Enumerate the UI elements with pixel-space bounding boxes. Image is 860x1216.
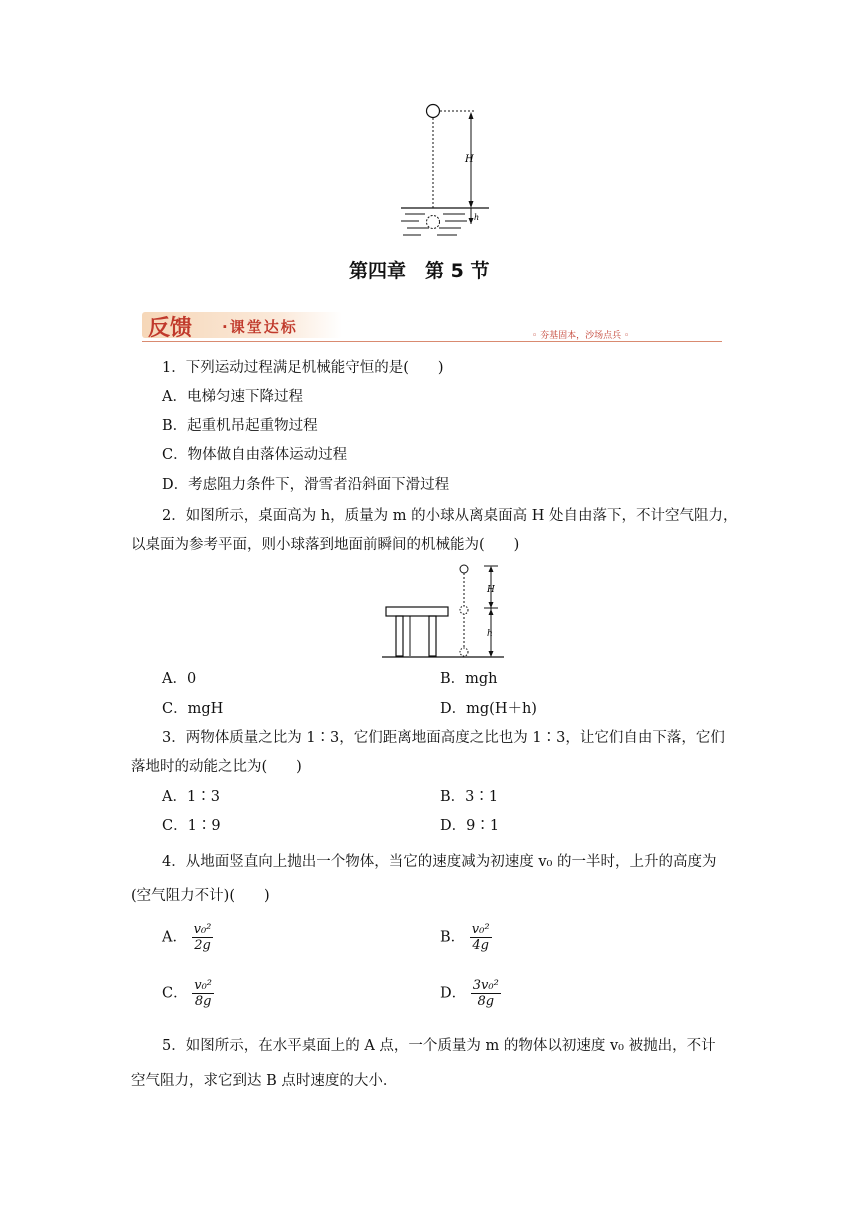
q3-option-d: D．9∶1 [440, 818, 500, 834]
q4-option-c-label: C． [162, 985, 188, 1002]
q4-option-c-den: 8g [194, 994, 212, 1009]
q2-option-b: B．mgh [440, 671, 498, 687]
table-leg-right [429, 616, 436, 656]
banner-feedback: 反馈 [148, 316, 193, 341]
q3-stem-line2: 落地时的动能之比为( ) [131, 759, 302, 775]
q4-option-b-label: B． [440, 929, 466, 946]
figure-label-h: h [474, 213, 480, 222]
q1-option-c: C．物体做自由落体运动过程 [162, 447, 348, 463]
q4-option-a-den: 2g [194, 938, 211, 953]
q5-stem-line2: 空气阻力，求它到达 B 点时速度的大小． [131, 1073, 398, 1089]
q3-option-a: A．1∶3 [162, 789, 220, 805]
ball-submerged [427, 216, 440, 229]
q1-option-a: A．电梯匀速下降过程 [162, 389, 303, 405]
q4-stem-line1: 4．从地面竖直向上抛出一个物体，当它的速度减为初速度 v₀ 的一半时，上升的高度为 [162, 854, 717, 870]
page-title: 第四章 第 5 节 [349, 260, 490, 282]
table-leg-left [396, 616, 403, 656]
q2-stem-line2: 以桌面为参考平面，则小球落到地面前瞬间的机械能为( ) [131, 537, 520, 553]
q2-ball-end [460, 648, 468, 656]
q3-option-c: C．1∶9 [162, 818, 221, 834]
q4-option-d-den: 8g [477, 994, 495, 1009]
q2-ball-start [460, 565, 468, 573]
banner-tagline: ◦ 夯基固本，沙场点兵 ◦ [532, 331, 630, 341]
q1-option-d: D．考虑阻力条件下，滑雪者沿斜面下滑过程 [162, 477, 450, 493]
q4-option-a-fraction [192, 922, 214, 953]
top-figure [395, 100, 495, 245]
banner-class-check: ·课堂达标 [222, 318, 298, 336]
q4-option-d [440, 978, 501, 1009]
section-banner [142, 310, 722, 344]
ball-top [427, 105, 440, 118]
q4-option-d-fraction [471, 978, 501, 1009]
q4-option-d-num: 3v₀² [472, 978, 499, 993]
q4-stem-line2: (空气阻力不计)( ) [131, 888, 270, 904]
q4-option-c-fraction [192, 978, 214, 1009]
q4-option-b-den: 4g [472, 938, 489, 953]
q4-option-b-num: v₀² [471, 922, 490, 937]
q4-option-d-label: D． [440, 985, 467, 1002]
q1-option-b: B．起重机吊起重物过程 [162, 418, 318, 434]
q2-label-H: H [487, 585, 495, 595]
q1-stem: 1．下列运动过程满足机械能守恒的是( ) [162, 360, 444, 376]
q3-stem-line1: 3．两物体质量之比为 1∶3，它们距离地面高度之比也为 1∶3，让它们自由下落，它们 [162, 730, 725, 746]
figure-label-H: H [465, 154, 474, 165]
q4-option-c-num: v₀² [194, 978, 212, 993]
q4-option-b-fraction [470, 922, 492, 953]
q2-option-d: D．mg(H＋h) [440, 701, 537, 717]
q4-option-a-num: v₀² [193, 922, 212, 937]
q4-option-a [162, 922, 213, 953]
q2-option-a: A．0 [162, 671, 197, 687]
q3-option-b: B．3∶1 [440, 789, 499, 805]
q4-option-c [162, 978, 214, 1009]
q2-label-h: h [487, 629, 493, 639]
q2-option-c: C．mgH [162, 701, 224, 717]
table-top [386, 607, 448, 616]
banner-rule [142, 341, 722, 342]
q4-option-a-label: A． [162, 929, 187, 946]
q5-stem-line1: 5．如图所示，在水平桌面上的 A 点，一个质量为 m 的物体以初速度 v₀ 被抛出，不计 [162, 1038, 716, 1054]
q2-ball-mid [460, 606, 468, 614]
q2-figure [382, 562, 506, 662]
q2-stem-line1: 2．如图所示，桌面高为 h，质量为 m 的小球从离桌面高 H 处自由落下，不计空气阻力， [162, 508, 738, 524]
q4-option-b [440, 922, 492, 953]
